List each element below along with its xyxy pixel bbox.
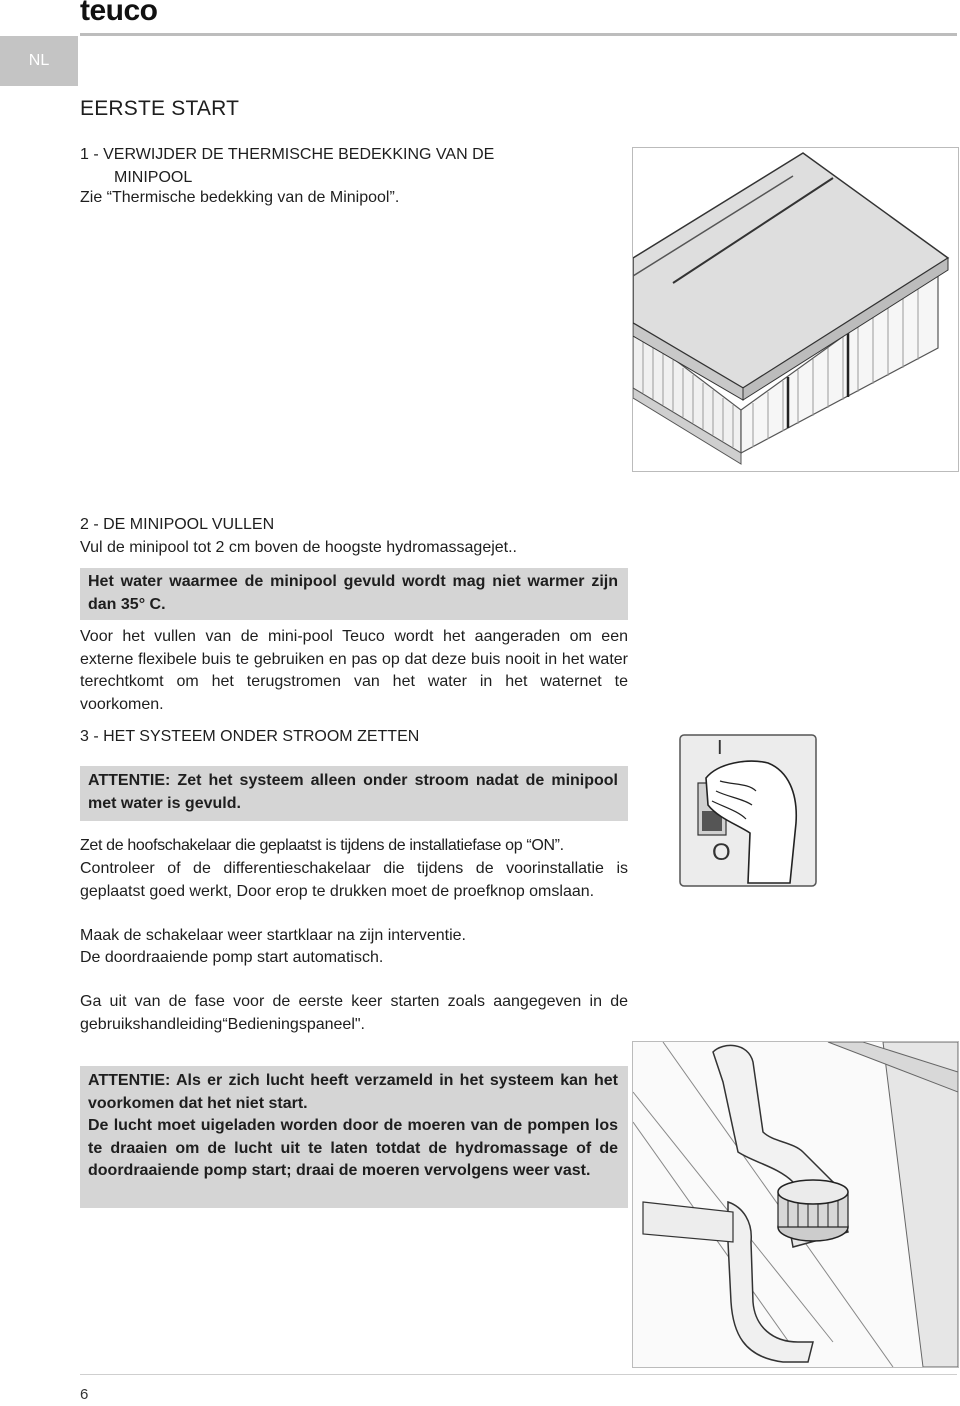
header-rule <box>80 33 957 36</box>
section3-para1: Zet de hoofschakelaar die geplaatst is tijdens de installatiefase op “ON”. <box>80 837 564 854</box>
minipool-cover-illustration <box>632 147 959 472</box>
section3-heading: 3 - HET SYSTEEM ONDER STROOM ZETTEN <box>80 728 420 745</box>
air-warning-box <box>80 1066 628 1208</box>
power-warning-box: ATTENTIE: Zet het systeem alleen onder stroom nadat de minipool met water is gevuld. <box>80 766 628 821</box>
main-switch-illustration <box>678 733 818 888</box>
section1-heading <box>80 143 620 189</box>
page-number: 6 <box>80 1386 89 1403</box>
section3-para4: De doordraaiende pomp start automatisch. <box>80 949 384 966</box>
section2-text: Vul de minipool tot 2 cm boven de hoogste hydromassagejet.. <box>80 539 517 556</box>
page-title: EERSTE START <box>80 97 240 120</box>
air-warning-line1: ATTENTIE: Als er zich lucht heeft verzameld in het systeem kan het voorkomen dat het niet start. <box>88 1072 618 1112</box>
section1-text: Zie “Thermische bedekking van de Minipool”. <box>80 189 400 206</box>
section3-para3: Maak de schakelaar weer startklaar na zijn interventie. <box>80 927 466 944</box>
section3-para2: Controleer of de differentieschakelaar die tijdens de voorinstallatie is geplaatst goed werkt, Door erop te drukken moet de proefknop omslaan. <box>80 860 628 900</box>
brand-logo: teuco <box>80 0 158 27</box>
switch-on-mark: I <box>717 737 723 759</box>
temperature-warning-box: Het water waarmee de minipool gevuld wordt mag niet warmer zijn dan 35° C. <box>80 568 628 620</box>
section3-para5: Ga uit van de fase voor de eerste keer starten zoals aangegeven in de gebruikshandleiding“Bedieningspaneel". <box>80 993 628 1033</box>
section2-paragraph: Voor het vullen van de mini-pool Teuco wordt het aangeraden om een externe flexibele buis te gebruiken en pas op dat deze buis nooit in het water terechtkomt om het terugstromen van het water in het waternet te voorkomen. <box>80 628 628 713</box>
pump-nut-illustration <box>632 1041 959 1368</box>
section2-heading: 2 - DE MINIPOOL VULLEN <box>80 516 275 533</box>
switch-off-mark: O <box>712 839 731 866</box>
language-tab: NL <box>0 36 78 86</box>
section1-heading-line2: MINIPOOL <box>114 169 193 186</box>
footer-rule <box>80 1374 957 1375</box>
section1-heading-line1: 1 - VERWIJDER DE THERMISCHE BEDEKKING VAN DE <box>80 146 495 163</box>
air-warning-line2: De lucht moet uigeladen worden door de moeren van de pompen los te draaien om de lucht uit te laten totdat de hydromassage of de doordraaiende pomp start; draai de moeren vervolgens weer vast. <box>88 1117 618 1179</box>
